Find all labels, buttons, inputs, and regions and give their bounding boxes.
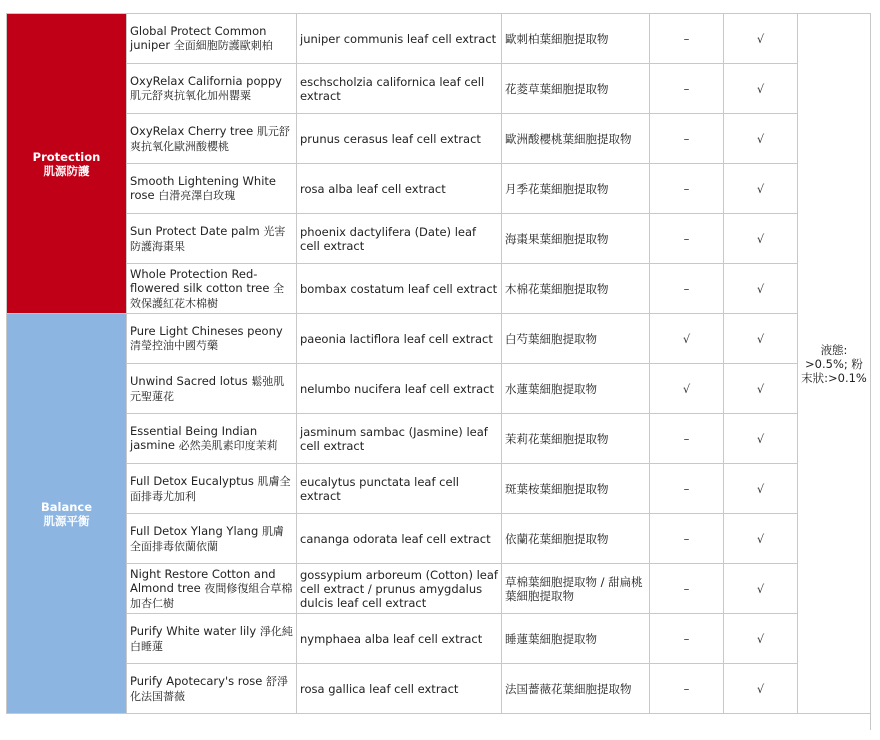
mark-col-b: √ — [724, 164, 798, 214]
ingredient-table — [6, 13, 871, 714]
product-name-zh: 肌膚全面排毒尤加利 — [130, 474, 291, 503]
mark-col-b: √ — [724, 364, 798, 414]
category-zh: 肌源防護 — [43, 163, 90, 178]
table-row — [7, 614, 871, 664]
mark-col-b: √ — [724, 514, 798, 564]
product-name-en: Essential Being Indian jasmine — [130, 424, 258, 452]
product-name-en: OxyRelax Cherry tree — [130, 123, 254, 138]
product-name-zh: 白滑亮澤白玫瑰 — [158, 189, 236, 202]
table-row — [7, 264, 871, 314]
product-name-en: Global Protect Common juniper — [130, 24, 267, 52]
inci-name: nymphaea alba leaf cell extract — [297, 614, 502, 664]
product-name-cell — [127, 514, 297, 564]
table-row — [7, 114, 871, 164]
product-name-cell — [127, 14, 297, 64]
mark-col-b: √ — [724, 64, 798, 114]
table-row — [7, 314, 871, 364]
product-name-en: Purify White water lily — [130, 623, 257, 638]
product-name-en: Smooth Lightening White rose — [130, 174, 276, 202]
mark-col-b: √ — [724, 314, 798, 364]
inci-name: rosa alba leaf cell extract — [297, 164, 502, 214]
inci-name-zh: 月季花葉細胞提取物 — [502, 164, 650, 214]
mark-col-a: – — [650, 564, 724, 614]
product-name-zh: 清瑩控油中國芍藥 — [130, 339, 218, 352]
mark-col-a: – — [650, 464, 724, 514]
product-name-zh: 鬆弛肌元聖蓮花 — [130, 374, 285, 403]
inci-name: juniper communis leaf cell extract — [297, 14, 502, 64]
product-name-zh: 夜間修復組合草棉加杏仁樹 — [130, 581, 293, 610]
category-en: Protection — [32, 149, 101, 164]
mark-col-a: – — [650, 214, 724, 264]
product-name-cell — [127, 314, 297, 364]
inci-name-zh: 法国薔薇花葉細胞提取物 — [502, 664, 650, 714]
mark-col-a: – — [650, 64, 724, 114]
inci-name-zh: 歐洲酸櫻桃葉細胞提取物 — [502, 114, 650, 164]
inci-name-zh: 木棉花葉細胞提取物 — [502, 264, 650, 314]
mark-col-a: – — [650, 164, 724, 214]
table-row — [7, 64, 871, 114]
product-name-en: Purify Apotecary's rose — [130, 673, 263, 688]
product-name-cell — [127, 214, 297, 264]
inci-name-zh: 白芍葉細胞提取物 — [502, 314, 650, 364]
product-name-cell — [127, 664, 297, 714]
inci-name: paeonia lactiflora leaf cell extract — [297, 314, 502, 364]
product-name-zh: 肌元舒爽抗氧化歐洲酸櫻桃 — [130, 124, 290, 153]
product-name-en: Full Detox Ylang Ylang — [130, 523, 259, 538]
product-name-cell — [127, 164, 297, 214]
inci-name-zh: 水蓮葉細胞提取物 — [502, 364, 650, 414]
table-row — [7, 564, 871, 614]
table-row — [7, 14, 871, 64]
inci-name: eucalytus punctata leaf cell extract — [297, 464, 502, 514]
inci-name: nelumbo nucifera leaf cell extract — [297, 364, 502, 414]
product-name-cell — [127, 364, 297, 414]
table-row — [7, 164, 871, 214]
inci-name-zh: 海棗果葉細胞提取物 — [502, 214, 650, 264]
mark-col-a: √ — [650, 314, 724, 364]
concentration-note: 液態: >0.5%; 粉末狀:>0.1% — [798, 14, 871, 714]
inci-name: eschscholzia californica leaf cell extract — [297, 64, 502, 114]
product-name-zh: 全效保護紅花木棉樹 — [130, 281, 285, 310]
inci-name: gossypium arboreum (Cotton) leaf cell extract / prunus amygdalus dulcis leaf cell extract — [297, 564, 502, 614]
inci-name-zh: 依蘭花葉細胞提取物 — [502, 514, 650, 564]
mark-col-b: √ — [724, 114, 798, 164]
product-name-zh: 舒淨化法国薔薇 — [130, 674, 288, 703]
inci-name: bombax costatum leaf cell extract — [297, 264, 502, 314]
product-name-en: Night Restore Cotton and Almond tree — [130, 566, 276, 595]
mark-col-a: – — [650, 264, 724, 314]
product-name-cell — [127, 114, 297, 164]
product-name-en: Sun Protect Date palm — [130, 223, 260, 238]
inci-name: prunus cerasus leaf cell extract — [297, 114, 502, 164]
mark-col-a: – — [650, 14, 724, 64]
product-name-en: Pure Light Chineses peony — [130, 324, 283, 338]
mark-col-b: √ — [724, 214, 798, 264]
category-cell-protection — [7, 14, 127, 314]
product-name-cell — [127, 414, 297, 464]
product-name-en: OxyRelax California poppy — [130, 74, 282, 88]
table-row — [7, 414, 871, 464]
table-row — [7, 664, 871, 714]
product-name-zh: 淨化純白睡蓮 — [130, 624, 293, 653]
product-name-en: Full Detox Eucalyptus — [130, 473, 254, 488]
inci-name-zh: 茉莉花葉細胞提取物 — [502, 414, 650, 464]
mark-col-b: √ — [724, 564, 798, 614]
mark-col-b: √ — [724, 664, 798, 714]
product-name-cell — [127, 614, 297, 664]
product-name-en: Whole Protection Red-flowered silk cotton tree — [130, 266, 270, 295]
product-name-cell — [127, 564, 297, 614]
product-name-zh: 全面細胞防護歐刺柏 — [173, 39, 273, 52]
inci-name: jasminum sambac (Jasmine) leaf cell extract — [297, 414, 502, 464]
mark-col-a: – — [650, 114, 724, 164]
mark-col-a: – — [650, 614, 724, 664]
product-name-zh: 光害防護海棗果 — [130, 224, 286, 253]
mark-col-a: – — [650, 664, 724, 714]
category-cell-balance — [7, 314, 127, 714]
mark-col-a: – — [650, 414, 724, 464]
mark-col-b: √ — [724, 614, 798, 664]
product-name-cell — [127, 464, 297, 514]
table-row — [7, 514, 871, 564]
table-right-border — [870, 13, 871, 730]
mark-col-a: – — [650, 514, 724, 564]
inci-name-zh: 草棉葉細胞提取物 / 甜扁桃葉細胞提取物 — [502, 564, 650, 614]
product-name-en: Unwind Sacred lotus — [130, 373, 248, 388]
inci-name-zh: 睡蓮葉細胞提取物 — [502, 614, 650, 664]
inci-name: phoenix dactylifera (Date) leaf cell extract — [297, 214, 502, 264]
table-row — [7, 364, 871, 414]
product-name-zh: 肌膚全面排毒依蘭依蘭 — [130, 524, 284, 553]
category-zh: 肌源平衡 — [43, 513, 90, 528]
table-row — [7, 464, 871, 514]
product-name-cell — [127, 64, 297, 114]
inci-name-zh: 花菱草葉細胞提取物 — [502, 64, 650, 114]
mark-col-b: √ — [724, 264, 798, 314]
inci-name-zh: 歐刺柏葉細胞提取物 — [502, 14, 650, 64]
mark-col-b: √ — [724, 14, 798, 64]
mark-col-b: √ — [724, 464, 798, 514]
inci-name: rosa gallica leaf cell extract — [297, 664, 502, 714]
mark-col-a: √ — [650, 364, 724, 414]
inci-name: cananga odorata leaf cell extract — [297, 514, 502, 564]
product-name-zh: 必然美肌素印度茉莉 — [178, 439, 278, 452]
inci-name-zh: 斑葉桉葉細胞提取物 — [502, 464, 650, 514]
mark-col-b: √ — [724, 414, 798, 464]
product-name-zh: 肌元舒爽抗氧化加州罌粟 — [130, 89, 251, 102]
table-row — [7, 214, 871, 264]
category-en: Balance — [40, 499, 93, 514]
product-name-cell — [127, 264, 297, 314]
